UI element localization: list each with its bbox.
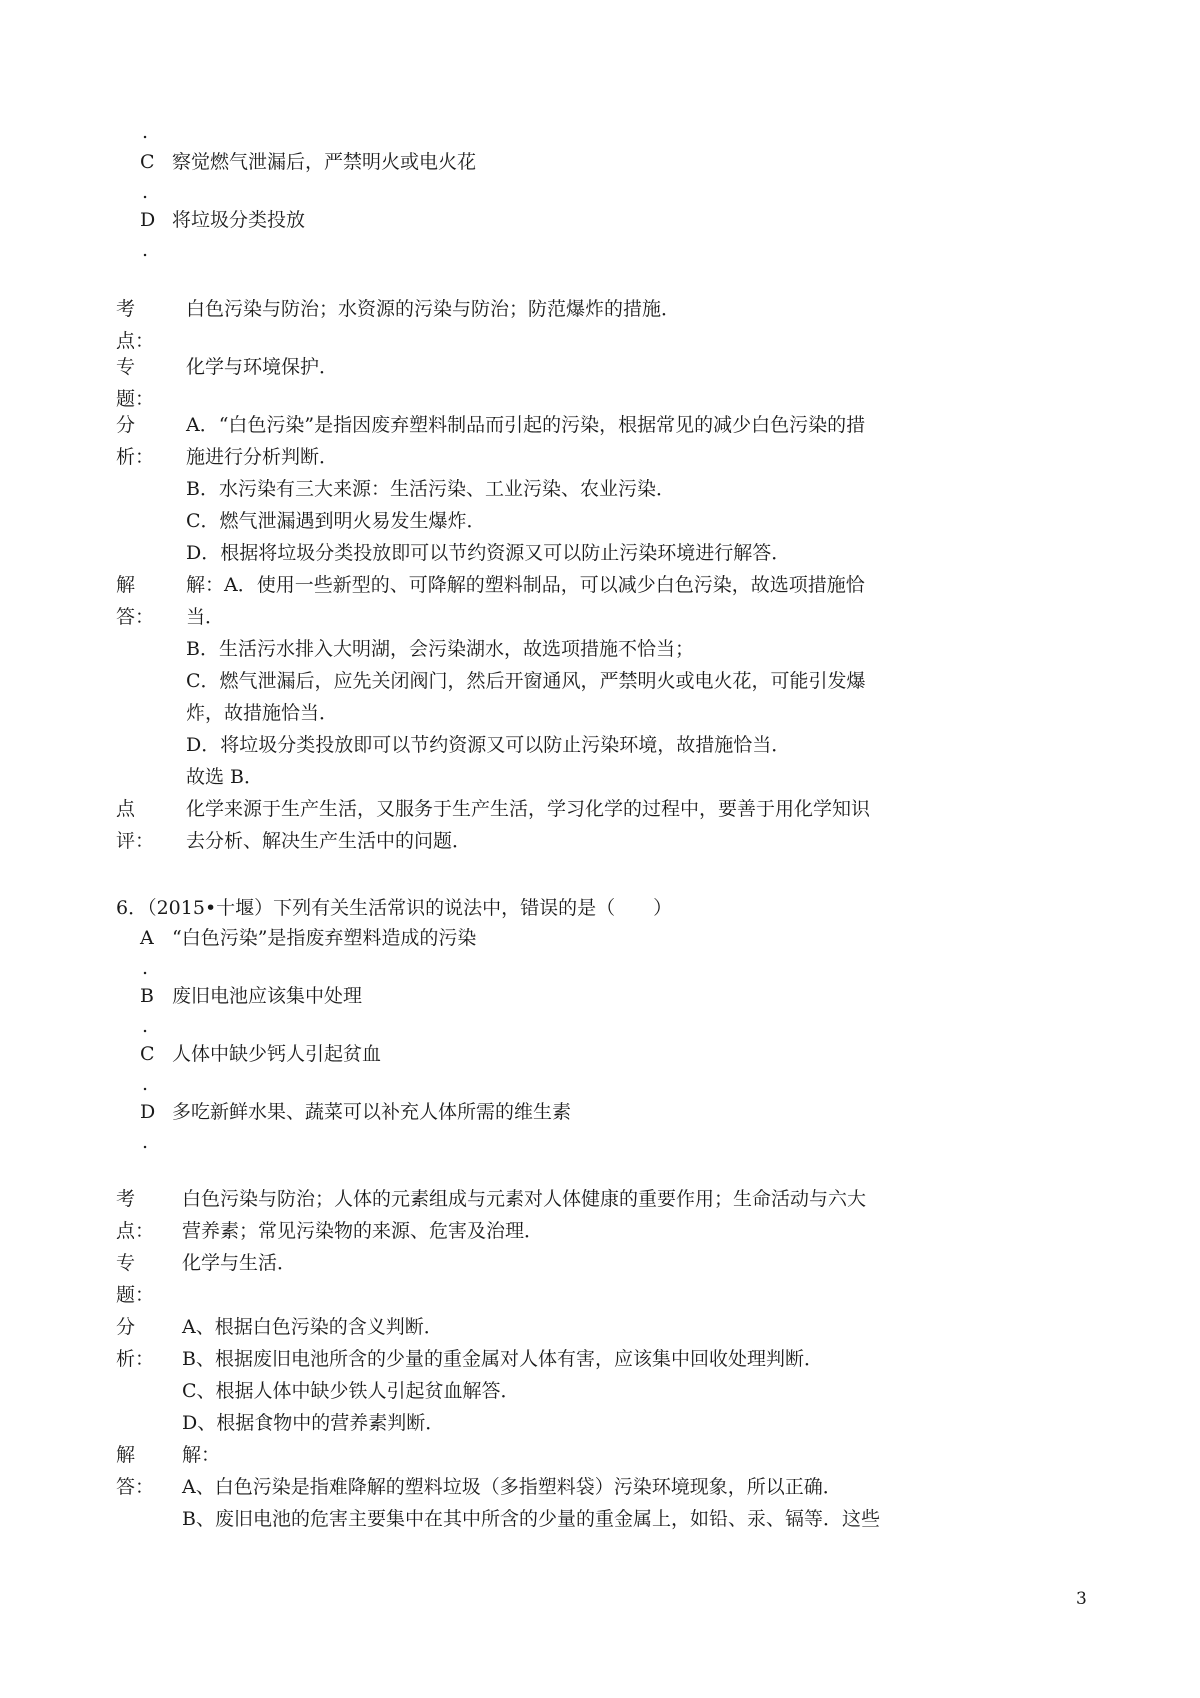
option-text: “白色污染”是指废弃塑料造成的污染	[172, 927, 477, 949]
option-text: 将垃圾分类投放	[172, 209, 306, 231]
option-text: 废旧电池应该集中处理	[172, 985, 363, 1007]
option-letter: A	[140, 927, 154, 949]
dianping-text: 化学来源于生产生活，又服务于生产生活，学习化学的过程中，要善于用化学知识 去分析、解决生产生活中的问题．	[186, 798, 871, 852]
option-letter: D	[140, 209, 156, 231]
option-letter: D	[140, 1101, 156, 1123]
kaodian-text: 白色污染与防治；水资源的污染与防治；防范爆炸的措施．	[186, 298, 681, 320]
fenxi-text: A．“白色污染”是指因废弃塑料制品而引起的污染，根据常见的减少白色污染的措 施进行分析判断． B．水污染有三大来源：生活污染、工业污染、农业污染． C．燃气泄漏遇到明火易发生爆炸． D．根据将垃圾分类投放即可以节约资源又可以防止污染环境进行解答．	[186, 414, 866, 564]
question-title: 6．（2015•十堰）下列有关生活常识的说法中，错误的是（ ）	[116, 897, 673, 919]
option-letter: C	[140, 151, 155, 173]
option-dot: .	[142, 121, 149, 143]
label-jieda: 解 答：	[116, 1444, 155, 1498]
label-dianping: 点 评：	[116, 798, 155, 852]
label-zhuanti: 专 题：	[116, 356, 155, 410]
option-dot: .	[142, 1131, 149, 1153]
zhuanti-text: 化学与生活．	[182, 1252, 297, 1274]
option-text: 察觉燃气泄漏后，严禁明火或电火花	[172, 151, 477, 173]
option-letter: C	[140, 1043, 155, 1065]
label-kaodian: 考 点：	[116, 1188, 155, 1242]
fenxi-text: A、根据白色污染的含义判断． B、根据废旧电池所含的少量的重金属对人体有害，应该集中回收处理判断． C、根据人体中缺少铁人引起贫血解答． D、根据食物中的营养素判断．	[182, 1316, 823, 1434]
label-fenxi: 分 析：	[116, 1316, 155, 1370]
option-dot: .	[142, 1073, 149, 1095]
jieda-text: 解：A．使用一些新型的、可降解的塑料制品，可以减少白色污染，故选项措施恰 当． B．生活污水排入大明湖，会污染湖水，故选项措施不恰当； C．燃气泄漏后，应先关闭阀门，然后开窗通风，严禁明火或电火花，可能引发爆 炸，故措施恰当． D．将垃圾分类投放即可以节约资源又可以防止污染环境，故措施恰当． 故选 B．	[186, 574, 866, 788]
jieda-text: 解： A、白色污染是指难降解的塑料垃圾（多指塑料袋）污染环境现象，所以正确． B、废旧电池的危害主要集中在其中所含的少量的重金属上，如铅、汞、镉等．这些	[182, 1444, 880, 1530]
option-text: 多吃新鲜水果、蔬菜可以补充人体所需的维生素	[172, 1101, 572, 1123]
option-dot: .	[142, 239, 149, 261]
label-fenxi: 分 析：	[116, 414, 155, 468]
label-zhuanti: 专 题：	[116, 1252, 155, 1306]
page-number: 3	[1076, 1589, 1087, 1609]
option-dot: .	[142, 181, 149, 203]
option-text: 人体中缺少钙人引起贫血	[172, 1043, 382, 1065]
option-dot: .	[142, 957, 149, 979]
option-letter: B	[140, 985, 154, 1007]
zhuanti-text: 化学与环境保护．	[186, 356, 339, 378]
label-kaodian: 考 点：	[116, 298, 155, 352]
option-dot: .	[142, 1015, 149, 1037]
label-jieda: 解 答：	[116, 574, 155, 628]
kaodian-text: 白色污染与防治；人体的元素组成与元素对人体健康的重要作用；生命活动与六大 营养素；常见污染物的来源、危害及治理．	[182, 1188, 867, 1242]
